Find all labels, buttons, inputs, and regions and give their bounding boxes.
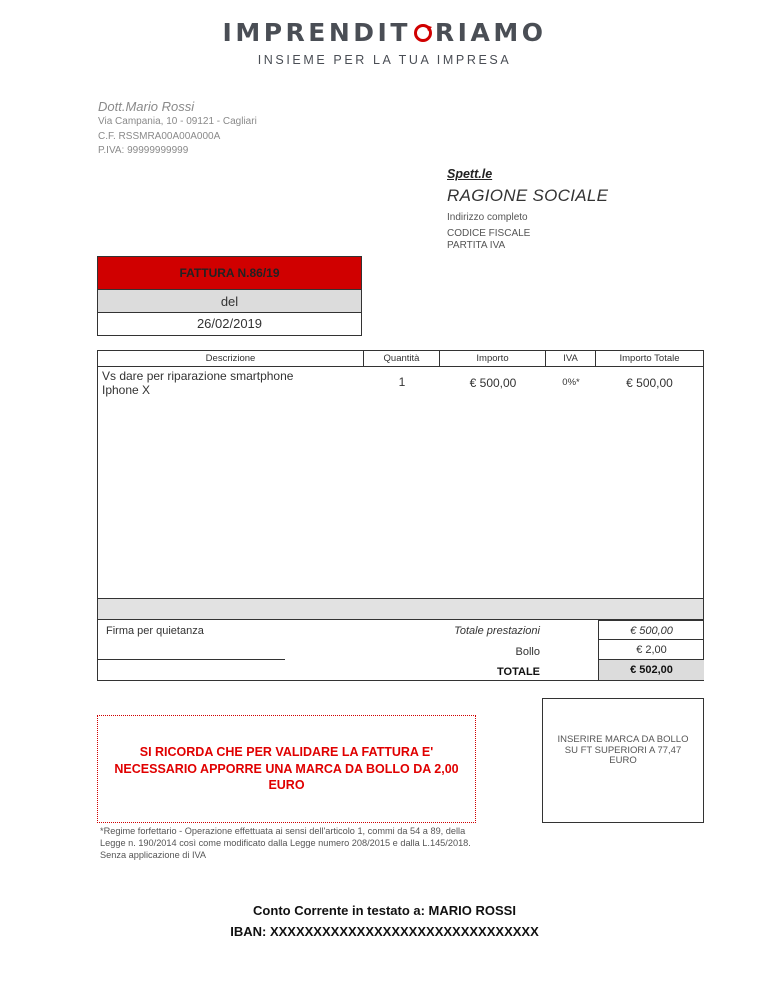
header-description: Descrizione (98, 351, 364, 367)
invoice-number-box (97, 256, 362, 336)
regime-footnote (100, 825, 560, 861)
row-amount: € 500,00 (469, 376, 517, 390)
sender-block (98, 99, 257, 159)
header-amount: Importo (440, 351, 546, 367)
stamp-notice-text: SI RICORDA CHE PER VALIDARE LA FATTURA E' NECESSARIO APPORRE UNA MARCA DA BOLLO DA 2,00 EURO (114, 745, 459, 793)
recipient-cf: CODICE FISCALE (447, 228, 531, 239)
header-iva: IVA (546, 351, 596, 367)
header-total: Importo Totale (619, 353, 680, 364)
recipient-piva: PARTITA IVA (447, 240, 506, 251)
prestazioni-label: Totale prestazioni (454, 625, 540, 637)
row-iva: 0%* (562, 377, 580, 388)
marca-bollo-line3: EURO (609, 755, 637, 766)
recipient-address: Indirizzo completo (447, 212, 528, 223)
logo-o-arrow-icon (413, 23, 433, 43)
footnote-line3: Senza applicazione di IVA (100, 850, 207, 860)
logo-text-part1: IMPRENDIT (222, 18, 411, 47)
marca-bollo-box (542, 698, 704, 823)
recipient-company: RAGIONE SOCIALE (447, 186, 609, 205)
sender-name: Dott.Mario Rossi (98, 99, 195, 114)
table-header (98, 351, 703, 367)
recipient-block (447, 167, 608, 252)
row-total: € 500,00 (626, 376, 673, 390)
footnote-line1: *Regime forfettario - Operazione effettuata ai sensi dell'articolo 1, commi da 54 a 89, della (100, 826, 466, 836)
row-description-line2: Iphone X (102, 383, 151, 397)
header-quantity: Quantità (364, 351, 440, 367)
total-value: € 502,00 (599, 660, 704, 680)
invoice-del-label: del (98, 290, 361, 313)
marca-bollo-line2: SU FT SUPERIORI A 77,47 (564, 744, 682, 756)
row-quantity: 1 (398, 375, 406, 389)
logo-wordmark (223, 18, 547, 47)
logo-text-part2: RIAMO (434, 18, 547, 47)
row-description-line1: Vs dare per riparazione smartphone (102, 369, 294, 383)
bank-info (0, 900, 769, 942)
bollo-label: Bollo (515, 646, 540, 658)
signature-line (97, 659, 285, 660)
footnote-line2: Legge n. 190/2014 così come modificato dalla Legge numero 208/2015 e dalla L.145/2018. (100, 838, 471, 848)
table-gray-band (98, 598, 703, 620)
prestazioni-value: € 500,00 (599, 620, 704, 640)
sender-piva: P.IVA: 99999999999 (98, 145, 189, 156)
recipient-header: Spett.le (447, 167, 493, 181)
stamp-notice-box (97, 715, 476, 823)
invoice-date: 26/02/2019 (196, 316, 263, 331)
totals-values (598, 620, 704, 680)
bank-iban: IBAN: XXXXXXXXXXXXXXXXXXXXXXXXXXXXXXX (230, 924, 539, 939)
sender-cf: C.F. RSSMRA00A00A000A (98, 130, 221, 142)
company-logo (0, 18, 769, 67)
bank-account-holder: Conto Corrente in testato a: MARIO ROSSI (253, 903, 516, 918)
firma-label: Firma per quietanza (106, 625, 204, 637)
total-label: TOTALE (497, 666, 540, 678)
row-description (102, 369, 352, 397)
bollo-value: € 2,00 (599, 640, 704, 660)
logo-tagline: INSIEME PER LA TUA IMPRESA (257, 53, 512, 67)
invoice-number: FATTURA N.86/19 (98, 257, 361, 290)
marca-bollo-line1: INSERIRE MARCA DA BOLLO (557, 734, 689, 745)
sender-address: Via Campania, 10 - 09121 - Cagliari (98, 116, 257, 127)
